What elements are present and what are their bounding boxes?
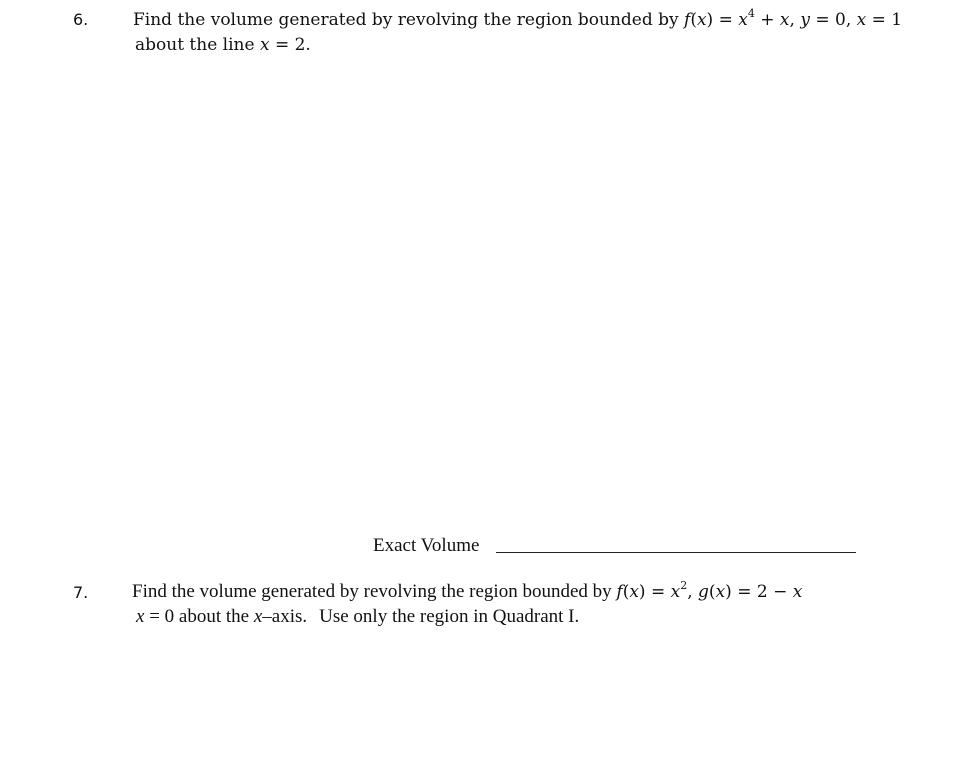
problem-7-axis-var: x <box>253 606 263 627</box>
problem-7-statement-line-2 <box>136 606 579 628</box>
problem-7-axis-rest: –axis. <box>262 606 308 627</box>
problem-6-statement-line-2 <box>135 34 311 56</box>
problem-6-equation: $f(x) = x^4 + x$, y = 0, x = 1 <box>684 7 903 30</box>
problem-6-text: Find the volume generated by revolving the region bounded by <box>133 10 685 30</box>
problem-7-statement-line-1 <box>132 581 802 603</box>
problem-7-number: 7. <box>73 583 89 602</box>
problem-6-number: 6. <box>73 10 89 29</box>
answer-label: Exact Volume <box>373 535 480 556</box>
problem-7-text: Find the volume generated by revolving the region bounded by <box>132 581 617 602</box>
problem-6-statement-line-1 <box>133 9 902 31</box>
problem-6-axis-var: x <box>259 35 270 55</box>
problem-6-text-2: about the line <box>135 35 260 55</box>
problem-7-text-2: = 0 about the <box>144 606 254 627</box>
problem-7-quadrant-note: Use only the region in Quadrant I. <box>319 606 580 627</box>
problem-7-x-var: x <box>136 606 145 627</box>
answer-blank[interactable] <box>496 552 856 553</box>
problem-6-axis-value: = 2. <box>269 35 311 55</box>
problem-7-equation: $f(x) = x^2$, g(x) = 2 − x <box>616 579 803 602</box>
